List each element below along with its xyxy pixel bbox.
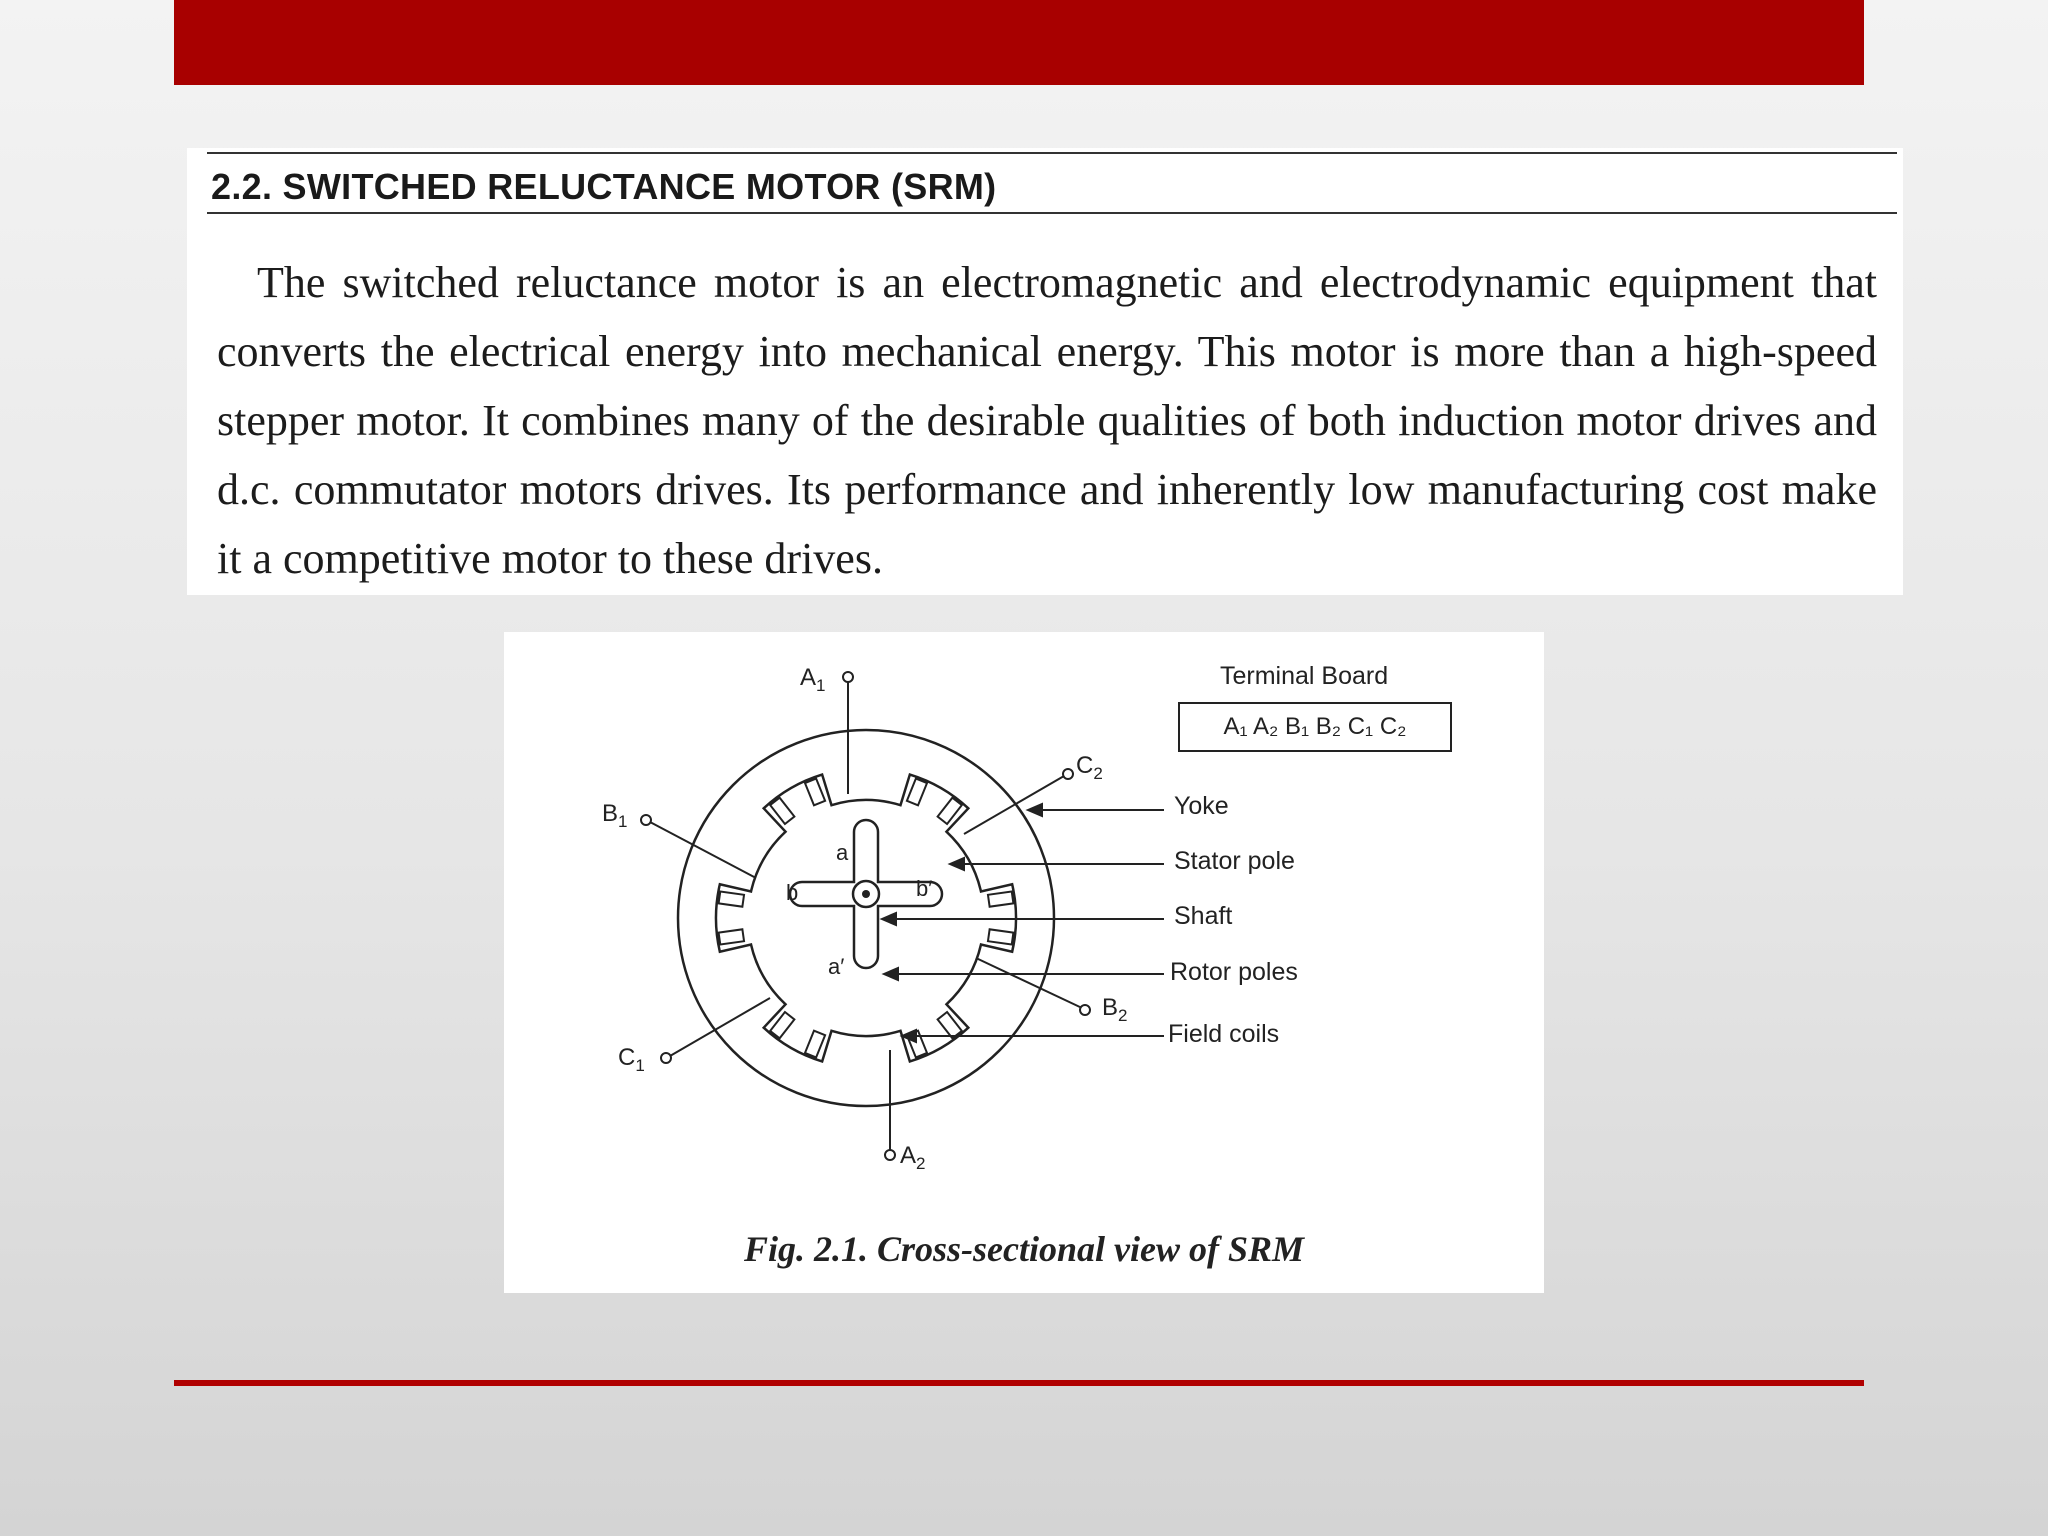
arrow-yoke [1028,804,1042,816]
section-heading: 2.2. SWITCHED RELUCTANCE MOTOR (SRM) [211,166,997,207]
terminal-b2-label: $B_2$ [1102,994,1128,1025]
arrow-rotor-poles [884,968,898,980]
label-shaft: Shaft [1174,902,1233,930]
rotor-pole-b-prime-label: b′ [916,876,933,901]
field-coil-0-1 [907,779,927,806]
field-coil-2-0 [988,929,1013,944]
heading-top-rule [207,152,1897,154]
terminal-a1-label: $A_1$ [800,664,826,695]
terminal-c2-label: $C_2$ [1076,752,1103,783]
terminal-b1-dot [641,815,651,825]
terminal-c1-dot [661,1053,671,1063]
lead-b2 [976,958,1082,1008]
section-body-text: The switched reluctance motor is an electromagnetic and electrodynamic equipment that converts the electrical energy into mechanical energy. This motor is more than a high-speed stepper motor. It combines many of the desirable qualities of both induction motor drives and d.c. commutator motors drives. Its performance and inherently low manufacturing cost make it a competitive motor to these drives. [217,258,1877,583]
bottom-accent-line [174,1380,1864,1386]
terminal-c2-dot [1063,769,1073,779]
figure-panel [504,632,1544,1293]
label-stator-pole: Stator pole [1174,847,1295,875]
terminal-b1-label: $B_1$ [602,800,628,831]
field-coil-1-1 [988,891,1013,906]
figure-caption: Fig. 2.1. Cross-sectional view of SRM [743,1229,1305,1269]
label-rotor-poles: Rotor poles [1170,958,1298,986]
terminal-board-box: A₁ A₂ B₁ B₂ C₁ C₂ [1178,702,1452,752]
terminal-a2-label: $A_2$ [900,1142,926,1173]
rotor-pole-a-prime-label: a′ [828,954,845,979]
top-accent-bar [174,0,1864,85]
lead-c2 [964,776,1064,834]
arrow-stator-pole [950,858,964,870]
shaft-dot [862,890,870,898]
terminal-a1-dot [843,672,853,682]
rotor-pole-a-label: a [836,840,849,865]
text-panel [187,148,1903,595]
terminal-c1-label: $C_1$ [618,1044,645,1075]
terminal-a2-dot [885,1150,895,1160]
field-coil-3-1 [805,1031,825,1058]
terminal-b2-dot [1080,1005,1090,1015]
lead-c1 [670,998,770,1056]
heading-bottom-rule [207,212,1897,214]
label-field-coils: Field coils [1168,1020,1280,1048]
rotor-pole-b-label: b [786,880,799,905]
terminal-board-title: Terminal Board [1220,662,1389,690]
lead-b1 [650,822,756,878]
field-coil-5-0 [719,891,744,906]
label-yoke: Yoke [1174,792,1229,820]
field-coil-4-1 [719,929,744,944]
arrow-shaft [882,913,896,925]
field-coil-0-0 [805,779,825,806]
